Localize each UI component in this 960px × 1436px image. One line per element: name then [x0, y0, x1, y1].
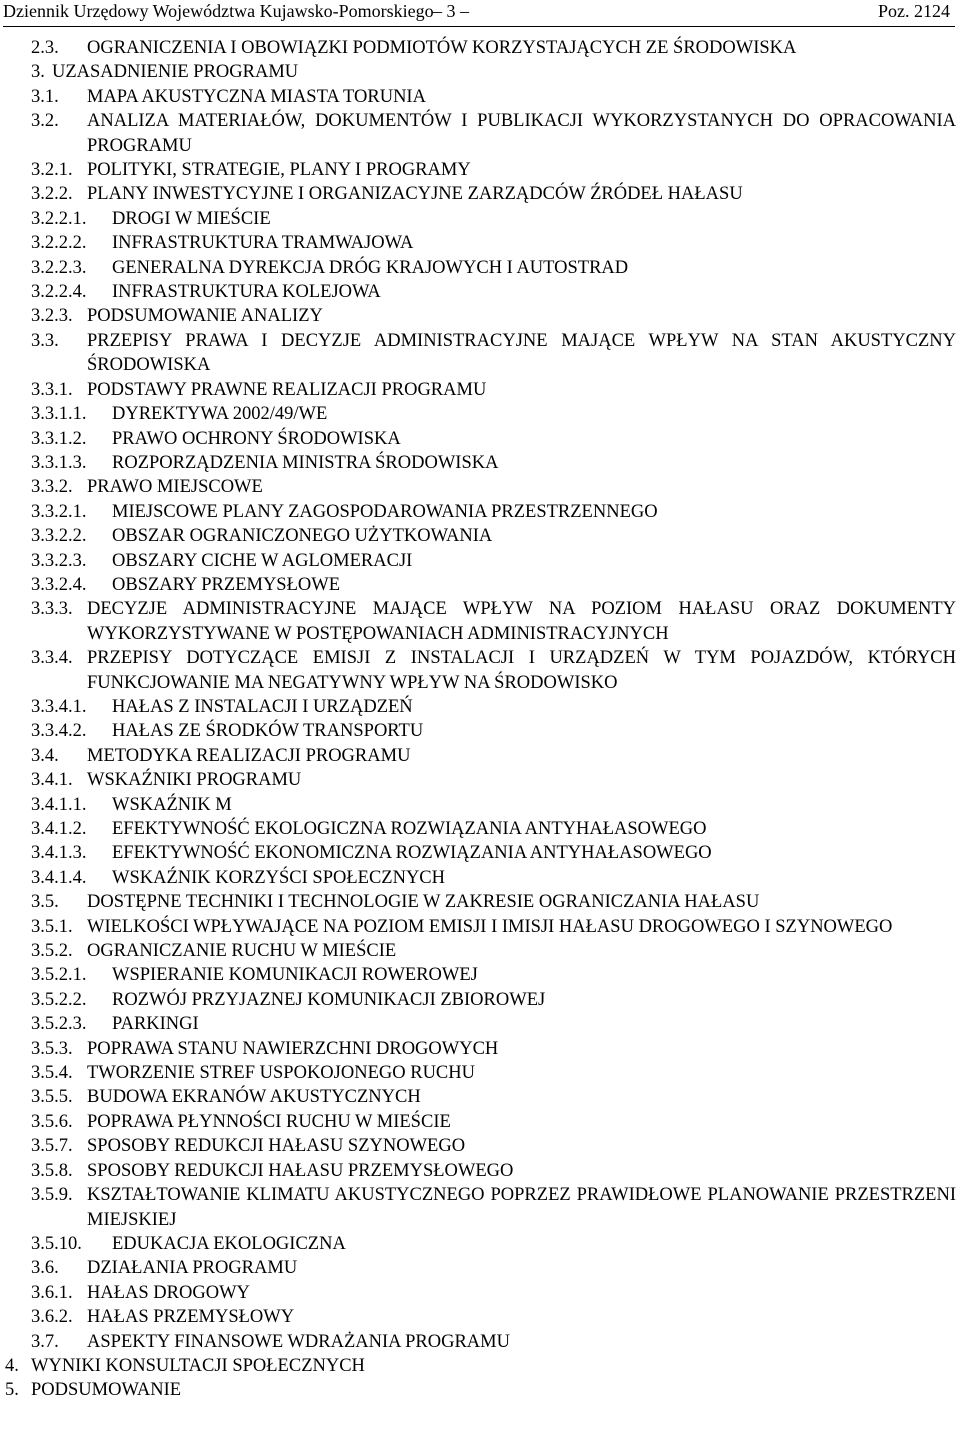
toc-entry-number: 3. [31, 62, 45, 83]
toc-entry-number: 3.3.1. [31, 379, 73, 400]
toc-entry [0, 524, 960, 548]
toc-entry [0, 1012, 960, 1036]
toc-entry [0, 719, 960, 743]
toc-entry-title: PLANY INWESTYCYJNE I ORGANIZACYJNE ZARZĄDCÓW ŹRÓDEŁ HAŁASU [87, 184, 743, 205]
toc-entry-title: BUDOWA EKRANÓW AKUSTYCZNYCH [87, 1087, 421, 1108]
toc-entry-number: 3.2.2.2. [31, 233, 87, 254]
toc-entry-title: OGRANICZANIE RUCHU W MIEŚCIE [87, 941, 397, 962]
toc-entry [0, 866, 960, 890]
toc-entry-number: 3.3.4.2. [31, 721, 87, 742]
toc-entry [0, 182, 960, 206]
toc-entry-number: 4. [5, 1355, 19, 1376]
toc-entry-title: PRAWO MIEJSCOWE [87, 477, 263, 498]
toc-entry [0, 60, 960, 84]
toc-entry-number: 3.3.2.4. [31, 574, 87, 595]
toc-entry-number: 3.4. [31, 745, 59, 766]
toc-entry-number: 3.1. [31, 86, 59, 107]
toc-entry-number: 3.3.2.2. [31, 526, 87, 547]
toc-entry [0, 1232, 960, 1256]
toc-entry-title: WIELKOŚCI WPŁYWAJĄCE NA POZIOM EMISJI I IMISJI HAŁASU DROGOWEGO I SZYNOWEGO [87, 916, 893, 937]
toc-entry-title: TWORZENIE STREF USPOKOJONEGO RUCHU [87, 1063, 475, 1084]
toc-entry [0, 939, 960, 963]
toc-entry-number: 3.6.2. [31, 1307, 73, 1328]
toc-entry-number: 3.6. [31, 1258, 59, 1279]
toc-entry-title: PRAWO OCHRONY ŚRODOWISKA [112, 428, 401, 449]
toc-entry-title: DYREKTYWA 2002/49/WE [112, 404, 328, 425]
toc-entry-number: 3.2.3. [31, 306, 73, 327]
toc-entry-number: 3.3.1.2. [31, 428, 87, 449]
toc-entry-title: HAŁAS PRZEMYSŁOWY [87, 1307, 295, 1328]
toc-entry [0, 1110, 960, 1134]
toc-entry [0, 793, 960, 817]
toc-entry-number: 3.4.1.2. [31, 819, 87, 839]
toc-entry-number: 3.3.3. [31, 599, 73, 620]
toc-entry [0, 280, 960, 304]
toc-entry-title: ASPEKTY FINANSOWE WDRAŻANIA PROGRAMU [87, 1331, 510, 1352]
toc-entry [0, 744, 960, 768]
page-number: – 3 – [433, 1, 469, 21]
toc-entry-number: 3.3.4.1. [31, 696, 87, 717]
toc-entry-number: 3.4.1. [31, 770, 73, 791]
toc-entry-title: MAPA AKUSTYCZNA MIASTA TORUNIA [87, 86, 426, 107]
toc-entry [0, 1159, 960, 1183]
toc-entry [0, 475, 960, 499]
toc-entry [0, 158, 960, 182]
toc-entry-number: 3.2.1. [31, 160, 73, 181]
toc-entry-number: 3.4.1.3. [31, 843, 87, 864]
toc-entry-number: 3.5.2. [31, 941, 73, 962]
toc-entry-number: 3.5.9. [31, 1185, 73, 1206]
toc-entry [0, 1378, 960, 1402]
toc-entry-title: OBSZAR OGRANICZONEGO UŻYTKOWANIA [112, 526, 493, 547]
toc-entry-title: OGRANICZENIA I OBOWIĄZKI PODMIOTÓW KORZYSTAJĄCYCH ZE ŚRODOWISKA [87, 38, 797, 58]
toc-entry-number: 5. [5, 1380, 19, 1401]
toc-entry-title: WYNIKI KONSULTACJI SPOŁECZNYCH [31, 1355, 365, 1376]
toc-entry-title: GENERALNA DYREKCJA DRÓG KRAJOWYCH I AUTOSTRAD [112, 257, 629, 278]
toc-entry-number: 3.3.4. [31, 648, 73, 669]
toc-entry-title: POPRAWA STANU NAWIERZCHNI DROGOWYCH [87, 1038, 499, 1059]
toc-entry [0, 451, 960, 475]
toc-entry [0, 109, 960, 158]
toc-entry-title: DZIAŁANIA PROGRAMU [87, 1258, 298, 1279]
toc-entry-number: 3.2.2. [31, 184, 73, 205]
toc-entry-title: HAŁAS DROGOWY [87, 1282, 250, 1303]
toc-entry-number: 3.6.1. [31, 1282, 73, 1303]
toc-entry [0, 500, 960, 524]
table-of-contents [0, 36, 960, 1403]
toc-entry-title: OBSZARY CICHE W AGLOMERACJI [112, 550, 413, 571]
toc-entry [0, 1183, 960, 1232]
toc-entry [0, 988, 960, 1012]
toc-entry [0, 1061, 960, 1085]
page-header [3, 0, 955, 27]
toc-entry-title: MIEJSCOWE PLANY ZAGOSPODAROWANIA PRZESTRZENNEGO [112, 501, 658, 522]
toc-entry-title: OBSZARY PRZEMYSŁOWE [112, 574, 341, 595]
toc-entry-number: 3.3.1.3. [31, 452, 87, 473]
toc-entry-number: 3.5.4. [31, 1063, 73, 1084]
toc-entry-title: EDUKACJA EKOLOGICZNA [112, 1233, 346, 1254]
toc-entry-title: METODYKA REALIZACJI PROGRAMU [87, 745, 411, 766]
toc-entry-number: 2.3. [31, 38, 59, 58]
toc-entry-number: 3.3.2.3. [31, 550, 87, 571]
toc-entry [0, 256, 960, 280]
toc-entry-title: WSKAŹNIKI PROGRAMU [87, 770, 302, 791]
toc-entry [0, 646, 960, 695]
toc-entry-title: POPRAWA PŁYNNOŚCI RUCHU W MIEŚCIE [87, 1111, 451, 1132]
toc-entry-title: EFEKTYWNOŚĆ EKOLOGICZNA ROZWIĄZANIA ANTYHAŁASOWEGO [112, 819, 707, 839]
toc-entry-title: HAŁAS ZE ŚRODKÓW TRANSPORTU [112, 721, 424, 742]
toc-entry-title: EFEKTYWNOŚĆ EKONOMICZNA ROZWIĄZANIA ANTYHAŁASOWEGO [112, 843, 712, 864]
toc-entry-number: 3.3.2. [31, 477, 73, 498]
toc-entry-number: 3.7. [31, 1331, 59, 1352]
toc-entry [0, 1354, 960, 1378]
toc-entry-title: PARKINGI [112, 1014, 199, 1035]
toc-entry-number: 3.5.3. [31, 1038, 73, 1059]
toc-entry-title: HAŁAS Z INSTALACJI I URZĄDZEŃ [112, 696, 413, 717]
toc-entry-number: 3.2.2.3. [31, 257, 87, 278]
toc-entry-number: 3.5.1. [31, 916, 73, 937]
toc-entry [0, 1256, 960, 1280]
toc-entry-title: PODSUMOWANIE ANALIZY [87, 306, 323, 327]
toc-entry-number: 3.5.8. [31, 1160, 73, 1181]
toc-entry-title: PODSTAWY PRAWNE REALIZACJI PROGRAMU [87, 379, 487, 400]
toc-entry-title: DROGI W MIEŚCIE [112, 208, 271, 229]
toc-entry-number: 3.5.2.3. [31, 1014, 87, 1035]
toc-entry-number: 3.5. [31, 892, 59, 913]
toc-entry-title: INFRASTRUKTURA TRAMWAJOWA [112, 233, 414, 254]
toc-entry [0, 1330, 960, 1354]
toc-entry-number: 3.4.1.4. [31, 867, 87, 888]
toc-entry [0, 304, 960, 328]
position-number: Poz. 2124 [878, 1, 950, 21]
toc-entry-title: UZASADNIENIE PROGRAMU [52, 62, 299, 83]
toc-entry-number: 3.3.2.1. [31, 501, 87, 522]
toc-entry [0, 963, 960, 987]
toc-entry-title: INFRASTRUKTURA KOLEJOWA [112, 282, 381, 303]
toc-entry-number: 3.5.10. [31, 1233, 82, 1254]
toc-entry-number: 3.3.1.1. [31, 404, 87, 425]
toc-entry [0, 915, 960, 939]
toc-entry [0, 890, 960, 914]
toc-entry-number: 3.5.6. [31, 1111, 73, 1132]
toc-entry-number: 3.3. [31, 330, 59, 351]
toc-entry [0, 695, 960, 719]
toc-entry [0, 817, 960, 841]
toc-entry-title: SPOSOBY REDUKCJI HAŁASU SZYNOWEGO [87, 1136, 466, 1157]
toc-entry [0, 378, 960, 402]
toc-entry-title: WSKAŹNIK KORZYŚCI SPOŁECZNYCH [112, 867, 446, 888]
toc-entry [0, 573, 960, 597]
toc-entry-number: 3.5.7. [31, 1136, 73, 1157]
toc-entry-title: DOSTĘPNE TECHNIKI I TECHNOLOGIE W ZAKRESIE OGRANICZANIA HAŁASU [87, 892, 760, 913]
toc-entry [0, 402, 960, 426]
toc-entry-number: 3.2.2.1. [31, 208, 87, 229]
toc-entry-title: PRZEPISY DOTYCZĄCE EMISJI Z INSTALACJI I URZĄDZEŃ W TYM POJAZDÓW, KTÓRYCH FUNKCJOWANIE MA NEGATYWNY WPŁYW NA ŚRODOWISKO [87, 648, 956, 693]
toc-entry-title: ROZPORZĄDZENIA MINISTRA ŚRODOWISKA [112, 452, 499, 473]
toc-entry [0, 231, 960, 255]
toc-entry [0, 427, 960, 451]
toc-entry [0, 597, 960, 646]
toc-entry [0, 1305, 960, 1329]
toc-entry [0, 1281, 960, 1305]
toc-entry [0, 329, 960, 378]
toc-entry-title: KSZTAŁTOWANIE KLIMATU AKUSTYCZNEGO POPRZEZ PRAWIDŁOWE PLANOWANIE PRZESTRZENI MIEJSKIEJ [87, 1185, 956, 1230]
toc-entry [0, 1085, 960, 1109]
toc-entry-title: POLITYKI, STRATEGIE, PLANY I PROGRAMY [87, 160, 471, 181]
toc-entry-number: 3.4.1.1. [31, 794, 87, 815]
toc-entry-number: 3.5.5. [31, 1087, 73, 1108]
toc-entry [0, 36, 960, 60]
toc-entry [0, 85, 960, 109]
toc-entry-number: 3.5.2.2. [31, 989, 87, 1010]
toc-entry [0, 841, 960, 865]
toc-entry-title: PRZEPISY PRAWA I DECYZJE ADMINISTRACYJNE MAJĄCE WPŁYW NA STAN AKUSTYCZNY ŚRODOWISKA [87, 330, 956, 376]
toc-entry-title: SPOSOBY REDUKCJI HAŁASU PRZEMYSŁOWEGO [87, 1160, 514, 1181]
toc-entry-title: ANALIZA MATERIAŁÓW, DOKUMENTÓW I PUBLIKACJI WYKORZYSTANYCH DO OPRACOWANIA PROGRAMU [87, 111, 956, 156]
toc-entry-title: DECYZJE ADMINISTRACYJNE MAJĄCE WPŁYW NA POZIOM HAŁASU ORAZ DOKUMENTY WYKORZYSTYWANE W POSTĘPOWANIACH ADMINISTRACYJNYCH [87, 599, 956, 644]
toc-entry [0, 1134, 960, 1158]
journal-title: Dziennik Urzędowy Województwa Kujawsko-Pomorskiego [3, 1, 434, 21]
toc-entry-number: 3.2. [31, 111, 59, 132]
toc-entry-number: 3.2.2.4. [31, 282, 87, 303]
toc-entry-title: PODSUMOWANIE [31, 1380, 182, 1401]
toc-entry-title: ROZWÓJ PRZYJAZNEJ KOMUNIKACJI ZBIOROWEJ [112, 989, 546, 1010]
toc-entry-title: WSPIERANIE KOMUNIKACJI ROWEROWEJ [112, 965, 478, 986]
toc-entry-title: WSKAŹNIK M [112, 794, 232, 815]
toc-entry [0, 207, 960, 231]
toc-entry [0, 1037, 960, 1061]
toc-entry-number: 3.5.2.1. [31, 965, 87, 986]
toc-entry [0, 768, 960, 792]
toc-entry [0, 549, 960, 573]
